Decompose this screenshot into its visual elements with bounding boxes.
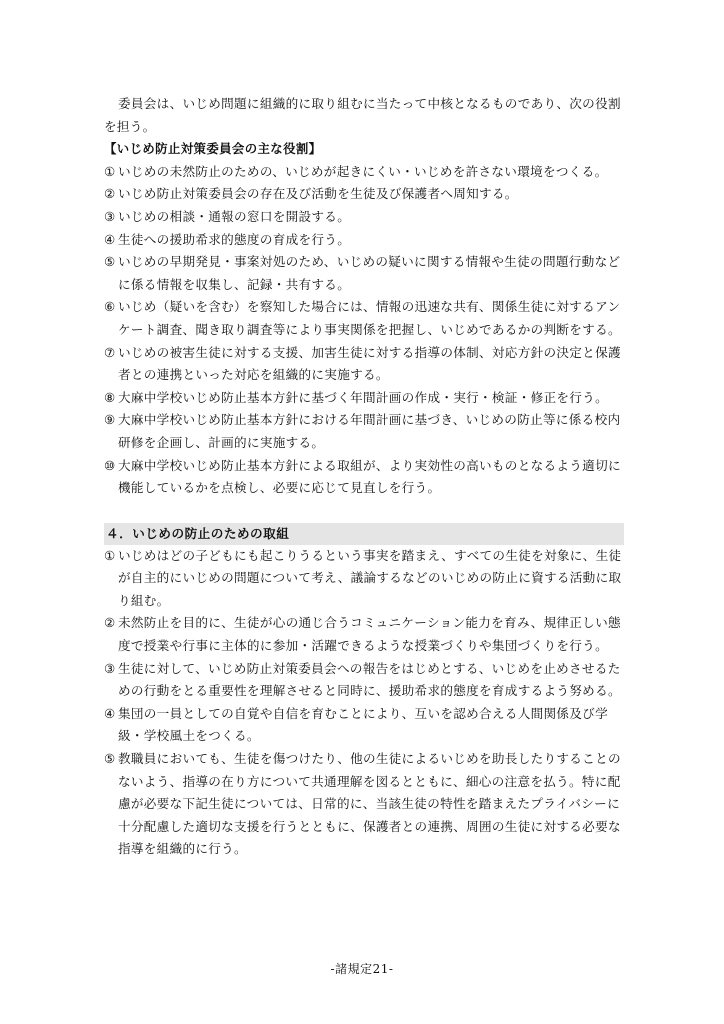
list-item [104,703,624,748]
item-number: ④ [104,231,116,247]
item-number: ② [104,186,116,202]
item-text: 大麻中学校いじめ防止基本方針における年間計画に基づき、いじめの防止等に係る校内研修を企画し、計画的に実施する。 [118,412,621,450]
item-number: ⑧ [104,389,116,405]
item-number: ④ [104,705,116,721]
roles-heading: 【いじめ防止対策委員会の主な役割】 [104,141,322,157]
item-number: ① [104,163,116,179]
item-number: ⑩ [104,457,116,473]
item-text: いじめの被害生徒に対する支援、加害生徒に対する指導の体制、対応方針の決定と保護者との連携といった対応を組織的に実施する。 [118,344,621,383]
item-text: 教職員においても、生徒を傷つけたり、他の生徒によるいじめを助長したりすることのないよう、指導の在り方について共通理解を図るとともに、細心の注意を払う。特に配慮が必要な下記生徒については、日常的に、当該生徒の特性を踏まえたプライバシーに十分配慮した適切な支援を行うとともに、保護者との連携、周囲の生徒に対する必要な指導を組織的に行う。 [118,751,621,857]
list-item [104,545,624,613]
list-item [104,409,624,454]
item-text: 集団の一員としての自覚や自信を育むことにより、互いを認め合える人間関係及び学級・学校風土をつくる。 [118,705,608,744]
list-item [104,161,624,184]
list-item [104,296,624,341]
section-4-heading: ４．いじめの防止のための取組 [104,523,624,545]
list-item [104,748,624,861]
item-text: いじめの相談・通報の窓口を開設する。 [118,208,351,224]
item-text: いじめ防止対策委員会の存在及び活動を生徒及び保護者へ周知する。 [118,186,518,202]
intro-paragraph: 委員会は、いじめ問題に組織的に取り組むに当たって中核となるものであり、次の役割を担う。 [104,96,621,134]
item-number: ⑤ [104,751,116,767]
document-body [104,93,624,861]
item-text: いじめの未然防止のための、いじめが起きにくい・いじめを許さない環境をつくる。 [118,163,608,179]
item-number: ⑤ [104,254,116,270]
section-4-list [104,545,624,861]
item-text: いじめはどの子どもにも起こりうるという事実を踏まえ、すべての生徒を対象に、生徒が自主的にいじめの問題について考え、議論するなどのいじめの防止に資する活動に取り組む。 [118,547,622,608]
item-number: ② [104,615,116,631]
item-text: 未然防止を目的に、生徒が心の通じ合うコミュニケーション能力を育み、規律正しい態度で授業や行事に主体的に参加・活躍できるような授業づくりや集団づくりを行う。 [118,615,621,654]
item-number: ⑥ [104,299,116,315]
list-item [104,342,624,387]
list-item [104,206,624,229]
list-item [104,658,624,703]
item-number: ⑦ [104,344,116,360]
item-text: 生徒に対して、いじめ防止対策委員会への報告をはじめとする、いじめを止めさせるための行動をとる重要性を理解させると同時に、援助希求的態度を育成するよう努める。 [118,660,621,699]
list-item [104,612,624,657]
list-item [104,229,624,252]
item-text: いじめの早期発見・事案対処のため、いじめの疑いに関する情報や生徒の問題行動などに係る情報を収集し、記録・共有する。 [118,254,621,292]
list-item [104,387,624,410]
list-item [104,251,624,296]
list-item [104,183,624,206]
item-text: いじめ（疑いを含む）を察知した場合には、情報の迅速な共有、関係生徒に対するアンケート調査、聞き取り調査等により事実関係を把握し、いじめであるかの判断をする。 [118,299,621,337]
item-text: 大麻中学校いじめ防止基本方針による取組が、より実効性の高いものとなるよう適切に機能しているかを点検し、必要に応じて見直しを行う。 [118,457,621,496]
item-number: ① [104,547,116,563]
item-number: ⑨ [104,412,116,428]
page-number-footer: -諸規定21- [330,962,394,976]
item-number: ③ [104,208,116,224]
item-number: ③ [104,660,116,676]
item-text: 大麻中学校いじめ防止基本方針に基づく年間計画の作成・実行・検証・修正を行う。 [118,389,608,405]
item-text: 生徒への援助希求的態度の育成を行う。 [118,231,351,247]
list-item [104,455,624,500]
roles-list [104,161,624,500]
